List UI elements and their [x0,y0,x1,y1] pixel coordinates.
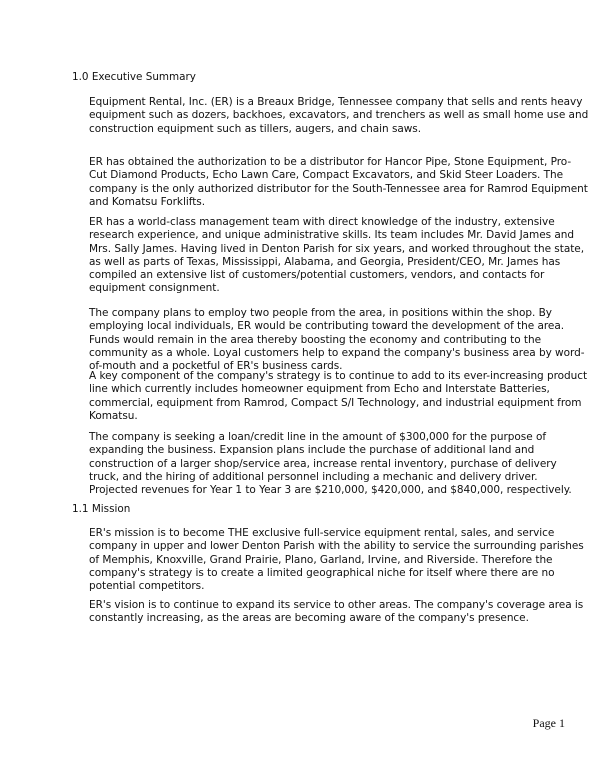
paragraph-product-strategy: A key component of the company's strategy is to continue to add to its ever-increasing product line which currently includes homeowner equipment from Echo and Interstate Batteries, commercial, equipment from Ramrod, Compact S/I Technology, and industrial equipment from Komatsu. [89,370,588,422]
section-heading-executive-summary: 1.0 Executive Summary [72,71,196,83]
paragraph-company-overview: Equipment Rental, Inc. (ER) is a Breaux Bridge, Tennessee company that sells and rents heavy equipment such as dozers, backhoes, excavators, and trenchers as well as small home use and construction equipment such as tillers, augers, and chain saws. [89,96,589,135]
paragraph-mission-statement: ER's mission is to become THE exclusive full-service equipment rental, sales, and service company in upper and lower Denton Parish with the ability to service the surrounding parishes of Memphis, Knoxville, Grand Prairie, Plano, Garland, Irvine, and Riverside. Therefore the company's strategy is to create a limited geographical niche for itself where there are no potential competitors. [89,527,584,592]
section-heading-mission: 1.1 Mission [72,503,131,515]
paragraph-management-team: ER has a world-class management team with direct knowledge of the industry, extensive research experience, and unique administrative skills. Its team includes Mr. David James and Mrs. Sally James. Having lived in Denton Parish for six years, and worked throughout the state, as well as parts of Texas, Mississippi, Alabama, and Georgia, President/CEO, Mr. James has compiled an extensive list of customers/potential customers, vendors, and contacts for equipment consignment. [89,216,585,295]
page-number: Page 1 [532,716,565,730]
paragraph-vision-statement: ER's vision is to continue to expand its service to other areas. The company's coverage area is constantly increasing, as the areas are becoming aware of the company's presence. [89,599,584,625]
paragraph-employment-plans: The company plans to employ two people from the area, in positions within the shop. By employing local individuals, ER would be contributing toward the development of the area. Funds would remain in the area thereby boosting the economy and contributing to the community as a whole. Loyal customers help to expand the company's business area by word-of-mouth and a pocketful of ER's business cards. [89,307,585,372]
paragraph-distributor-authorization: ER has obtained the authorization to be a distributor for Hancor Pipe, Stone Equipment, Pro-Cut Diamond Products, Echo Lawn Care, Compact Excavators, and Skid Steer Loaders. The company is the only authorized distributor for the South-Tennessee area for Ramrod Equipment and Komatsu Forklifts. [89,156,588,208]
paragraph-funding-request: The company is seeking a loan/credit line in the amount of $300,000 for the purpose of expanding the business. Expansion plans include the purchase of additional land and construction of a larger shop/service area, increase rental inventory, purchase of delivery truck, and the hiring of additional personnel including a mechanic and delivery driver. Projected revenues for Year 1 to Year 3 are $210,000, $420,000, and $840,000, respectively. [89,431,572,496]
